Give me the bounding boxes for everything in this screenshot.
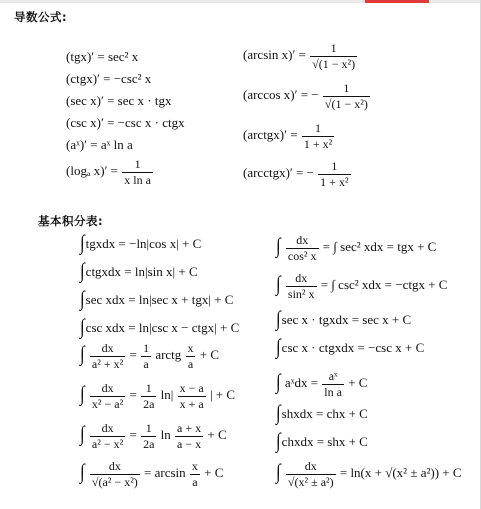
fraction: $\frac{dx}{\text{a² − x²}}$ — [91, 421, 124, 451]
fraction: $\frac{x}{a}$ — [187, 341, 194, 371]
integral-formula: ∫ $\frac{dx}{\text{cos² x}}$ = ∫ sec² xdx = tgx + C — [276, 233, 437, 263]
integral-formula: ∫ $\frac{dx}{\text{sin² x}}$ = ∫ csc² xdx = −ctgx + C — [276, 271, 448, 301]
integral-formula: ∫shxdx = chx + C — [276, 400, 368, 425]
integral-formula: ∫chxdx = shx + C — [276, 428, 368, 453]
integral-formula: ∫sec x · tgxdx = sec x + C — [276, 306, 412, 331]
integral-formula: ∫ $\frac{dx}{\text{a² + x²}}$ = $\frac{1}{a}$ arctg $\frac{x}{a}$ + C — [80, 341, 220, 371]
integral-formula: ∫ $\frac{dx}{\text{√(x² ± a²)}}$ = ln(x + √(x² ± a²)) + C — [276, 459, 462, 489]
integral-formula: ∫csc xdx = ln|csc x − ctgx| + C — [80, 314, 240, 339]
integral-formula: ∫sec xdx = ln|sec x + tgx| + C — [80, 286, 234, 311]
integral-formula: ∫ctgxdx = ln|sin x| + C — [80, 258, 198, 283]
derivative-formula: (ctgx)′ = −csc² x — [66, 71, 152, 86]
fraction: $\frac{1}{\text{√(1 − x²)}}$ — [312, 41, 356, 71]
fraction: $\frac{x - a}{x + a}$ — [179, 381, 204, 411]
fraction: $\frac{1}{2a}$ — [143, 381, 155, 411]
top-edge-accent — [365, 0, 429, 3]
integral-formula: ∫ aˣdx = $\frac{\text{aˣ}}{\text{ln a}}$ + C — [276, 369, 368, 399]
fraction: $\frac{1}{2a}$ — [143, 421, 155, 451]
derivative-formula: (arcctgx)′ = − $\frac{1}{\text{1 + x²}}$ — [243, 159, 349, 189]
fraction: $\frac{dx}{\text{√(x² ± a²)}}$ — [287, 459, 334, 489]
derivative-formula: (arctgx)′ = $\frac{1}{\text{1 + x²}}$ — [243, 121, 333, 151]
integral-formula: ∫ $\frac{dx}{\text{√(a² − x²)}}$ = arcsin $\frac{x}{a}$ + C — [80, 459, 224, 489]
derivative-formula: (aˣ)′ = aˣ ln a — [66, 137, 133, 152]
integral-formula: ∫tgxdx = −ln|cos x| + C — [80, 230, 202, 255]
integral-formula: ∫csc x · ctgxdx = −csc x + C — [276, 334, 425, 359]
fraction: $\frac{1}{\text{x ln a}}$ — [124, 157, 151, 187]
fraction: $\frac{x}{a}$ — [191, 459, 198, 489]
fraction: $\frac{1}{a}$ — [143, 341, 150, 371]
top-edge-bar — [0, 0, 481, 3]
fraction: $\frac{dx}{\text{√(a² − x²)}}$ — [91, 459, 138, 489]
derivatives-heading: 导数公式: — [14, 10, 68, 24]
derivative-formula: (logₐ x)′ = $\frac{1}{\text{x ln a}}$ — [66, 157, 151, 187]
derivative-formula: (sec x)′ = sec x · tgx — [66, 93, 172, 108]
fraction: $\frac{dx}{\text{x² − a²}}$ — [91, 381, 124, 411]
derivative-formula: (arcsin x)′ = $\frac{1}{\text{√(1 − x²)}}$ — [243, 41, 356, 71]
fraction: $\frac{\text{aˣ}}{\text{ln a}}$ — [324, 369, 342, 399]
derivative-formula: (tgx)′ = sec² x — [66, 49, 139, 64]
fraction: $\frac{dx}{\text{sin² x}}$ — [287, 271, 315, 301]
fraction: $\frac{1}{\text{1 + x²}}$ — [320, 159, 349, 189]
fraction: $\frac{1}{\text{√(1 − x²)}}$ — [324, 81, 368, 111]
derivative-formula: (arccos x)′ = − $\frac{1}{\text{√(1 − x²)}}$ — [243, 81, 368, 111]
integrals-heading: 基本积分表: — [38, 214, 104, 228]
integral-formula: ∫ $\frac{dx}{\text{a² − x²}}$ = $\frac{1}{2a}$ ln $\frac{a + x}{a - x}$ + C — [80, 421, 227, 451]
fraction: $\frac{dx}{\text{a² + x²}}$ — [91, 341, 124, 371]
derivative-formula: (csc x)′ = −csc x · ctgx — [66, 115, 185, 130]
integral-formula: ∫ $\frac{dx}{\text{x² − a²}}$ = $\frac{1}{2a}$ ln| $\frac{x - a}{x + a}$ | + C — [80, 381, 236, 411]
fraction: $\frac{1}{\text{1 + x²}}$ — [303, 121, 333, 151]
fraction: $\frac{dx}{\text{cos² x}}$ — [287, 233, 317, 263]
fraction: $\frac{a + x}{a - x}$ — [177, 421, 202, 451]
